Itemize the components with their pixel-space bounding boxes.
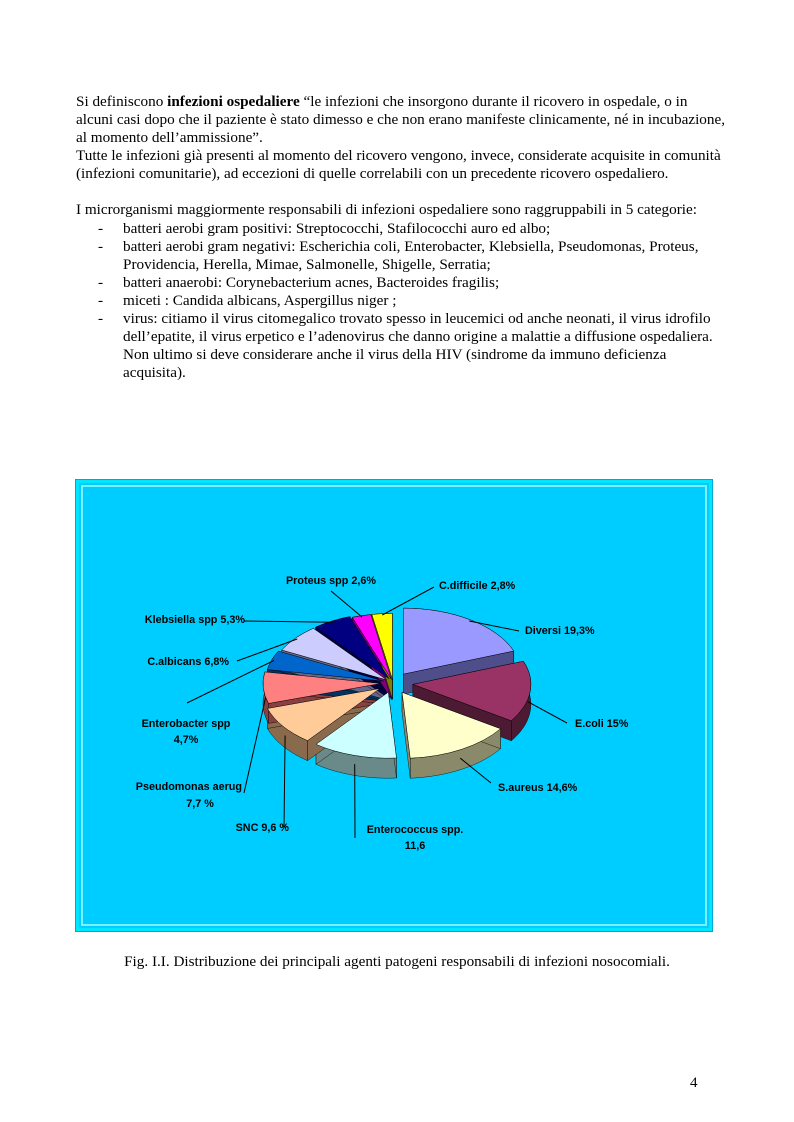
slice-label-value: 4,7% (173, 734, 199, 746)
leader-line (528, 702, 567, 723)
paragraph-comunitarie: Tutte le infezioni già presenti al momento del ricovero vengono, invece, considerate acquisite in comunità (infezioni comunitarie), ad eccezioni di quelle correlabili con un precedente ricovero ospedaliero. (76, 147, 721, 183)
slice-label: S.aureus 14,6% (498, 782, 578, 794)
slice-label: Proteus spp 2,6% (285, 575, 377, 587)
leader-line (331, 591, 362, 617)
paragraph-categorie: I microrganismi maggiormente responsabili di infezioni ospedaliere sono raggruppabili in 5 categorie: (76, 201, 697, 219)
slice-label: Klebsiella spp 5,3% (144, 614, 245, 626)
term-infezioni-ospedaliere: infezioni ospedaliere (167, 93, 300, 110)
microorganism-list (76, 220, 726, 383)
slice-label: C.albicans 6,8% (147, 656, 229, 668)
slice-label-value: 7,7 % (186, 798, 214, 810)
page-number: 4 (690, 1075, 698, 1091)
slice-label: Diversi 19,3% (525, 625, 595, 637)
list-item: - batteri aerobi gram positivi: Streptococchi, Stafilococchi auro ed albo; (98, 219, 551, 237)
list-item: - miceti : Candida albicans, Aspergillus niger ; (98, 291, 397, 309)
slice-label: SNC 9,6 % (235, 822, 289, 834)
list-item: - virus: citiamo il virus citomegalico trovato spesso in leucemici od anche neonati, il virus idrofilo dell’epatite, il virus erpetico e l’adenovirus che danno origine a malattie a diffusione ospedaliera. Non ultimo si deve considerare anche il virus della HIV (sindrome da immuno deficienza acquisita). (98, 310, 713, 382)
slice-label: Pseudomonas aerug (135, 781, 242, 793)
list-item: - batteri aerobi gram negativi: Escherichia coli, Enterobacter, Klebsiella, Pseudomonas, Proteus, Providencia, Herella, Mimae, Salmonelle, Shigelle, Serratia; (98, 237, 699, 273)
list-item: - batteri anaerobi: Corynebacterium acnes, Bacteroides fragilis; (98, 273, 500, 291)
leader-line (284, 736, 285, 829)
figure-caption: Fig. I.I. Distribuzione dei principali agenti patogeni responsabili di infezioni nosocomiali. (124, 953, 670, 970)
slice-label: Enterococcus spp. (366, 824, 464, 836)
leader-line (244, 621, 333, 622)
pie-chart (79, 483, 715, 934)
slice-label: C.difficile 2,8% (439, 580, 516, 592)
paragraph-definition (76, 93, 726, 147)
slice-label-value: 11,6 (404, 840, 426, 852)
slice-label: E.coli 15% (575, 718, 629, 730)
leader-line (244, 698, 266, 793)
definition-text: “le infezioni che insorgono durante il ricovero in ospedale, o in alcuni casi dopo che il paziente è stato dimesso e che non erano manifeste clinicamente, né in incubazione, al momento dell’ammissione”. (76, 93, 726, 147)
intro-text: Si definiscono (76, 93, 168, 110)
slice-label: Enterobacter spp (141, 718, 231, 730)
pie-chart-frame (76, 480, 712, 931)
body-text (76, 93, 726, 382)
